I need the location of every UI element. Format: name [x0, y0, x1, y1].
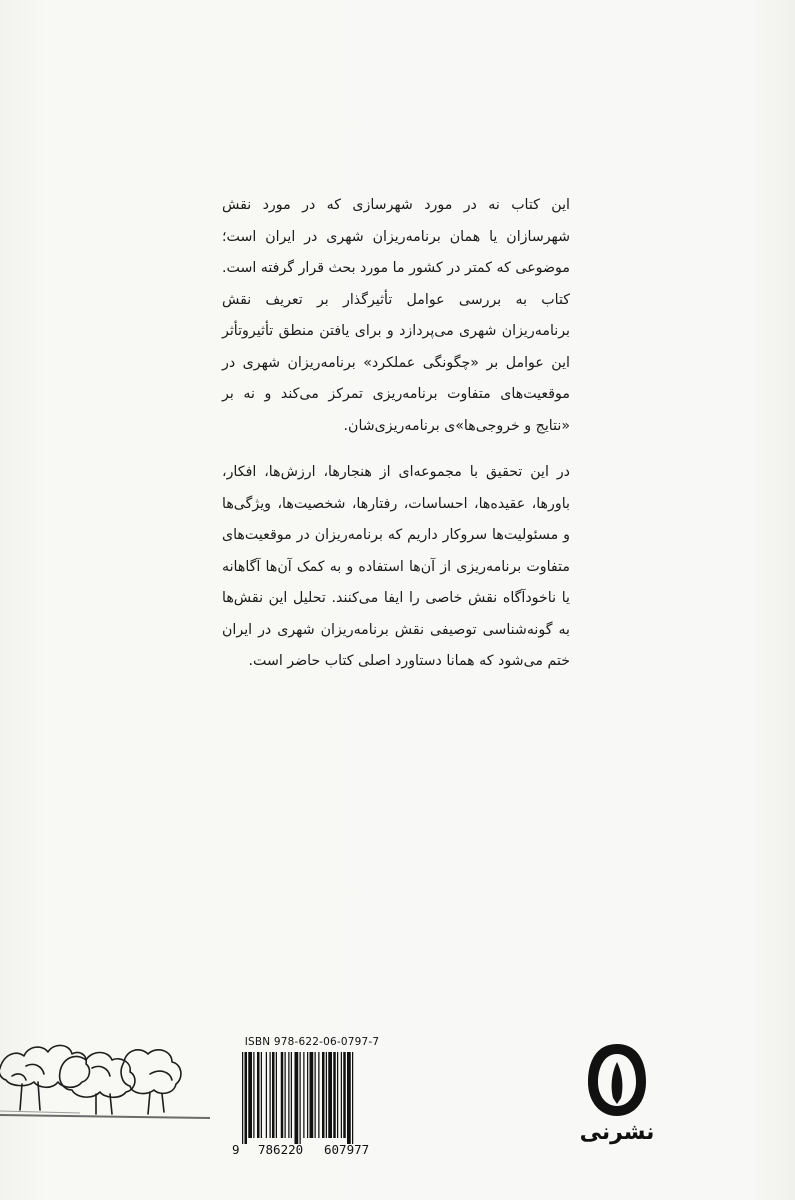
blurb-text — [222, 190, 570, 678]
barcode-bars — [232, 1052, 392, 1144]
barcode-bar — [328, 1052, 332, 1138]
barcode-bar — [333, 1052, 336, 1138]
publisher-logo — [572, 1040, 662, 1150]
barcode-bar — [310, 1052, 314, 1138]
barcode-bar — [261, 1052, 262, 1138]
barcode-bar — [347, 1052, 351, 1144]
barcode-bar — [291, 1052, 292, 1138]
barcode-bar — [272, 1052, 275, 1138]
barcode-bar — [343, 1052, 346, 1138]
barcode-bar — [326, 1052, 327, 1138]
barcode-bar — [295, 1052, 299, 1144]
ean-right-group: 607977 — [324, 1142, 370, 1157]
barcode-bar — [352, 1052, 353, 1144]
barcode-bar — [337, 1052, 338, 1138]
blurb-paragraph-1: این کتاب نه در مورد شهرسازی که در مورد نقش شهرسازان یا همان برنامه‌ریزان شهری در ایران است؛ موضوعی که کمتر در کشور ما مورد بحث قرار گرفته است. کتاب به بررسی عوامل تأثیرگذار بر تعریف نقش برنامه‌ریزان شهری می‌پردازد و برای یافتن منطق تأثیروتأثر این عوامل بر «چگونگی عملکرد» برنامه‌ریزان شهری در موقعیت‌های متفاوت برنامه‌ریزی تمرکز می‌کند و نه بر «نتایج و خروجی‌ها»ی برنامه‌ریزی‌شان. — [222, 197, 570, 434]
barcode-bar — [253, 1052, 254, 1138]
ean-left-group: 786220 — [258, 1142, 304, 1157]
barcode-bar — [270, 1052, 271, 1138]
trees-illustration-icon — [0, 1010, 215, 1130]
barcode-bar — [288, 1052, 289, 1138]
ney-publisher-logo-icon — [582, 1040, 652, 1120]
barcode-bar — [303, 1052, 304, 1138]
barcode-bar — [266, 1052, 267, 1138]
isbn-barcode — [232, 1036, 392, 1158]
barcode-bar — [257, 1052, 260, 1138]
isbn-label: ISBN 978-622-06-0797-7 — [244, 1036, 380, 1048]
barcode-bar — [300, 1052, 301, 1144]
barcode-bar — [276, 1052, 277, 1138]
barcode-bar — [318, 1052, 319, 1138]
barcode-bar — [248, 1052, 252, 1138]
ean-first-digit: 9 — [232, 1142, 240, 1157]
barcode-bar — [307, 1052, 308, 1138]
barcode-bar — [315, 1052, 316, 1138]
barcode-bar — [285, 1052, 286, 1138]
barcode-bar — [242, 1052, 243, 1144]
publisher-name: نشرنی — [579, 1120, 655, 1145]
barcode-bar — [245, 1052, 248, 1144]
barcode-bar — [281, 1052, 284, 1138]
barcode-bar — [322, 1052, 325, 1138]
blurb-paragraph-2: در این تحقیق با مجموعه‌ای از هنجارها، ارزش‌ها، افکار، باورها، عقیده‌ها، احساسات، رفتارها، شخصیت‌ها، ویژگی‌ها و مسئولیت‌ها سروکار داریم که برنامه‌ریزان در موقعیت‌های متفاوت برنامه‌ریزی از آن‌ها استفاده و به کمک آن‌ها آگاهانه یا ناخودآگاه نقش خاصی را ایفا می‌کنند. تحلیل این نقش‌ها به گونه‌شناسی توصیفی نقش برنامه‌ریزان شهری در ایران ختم می‌شود که همانا دستاورد اصلی کتاب حاضر است. — [222, 464, 570, 669]
barcode-bar — [341, 1052, 342, 1138]
